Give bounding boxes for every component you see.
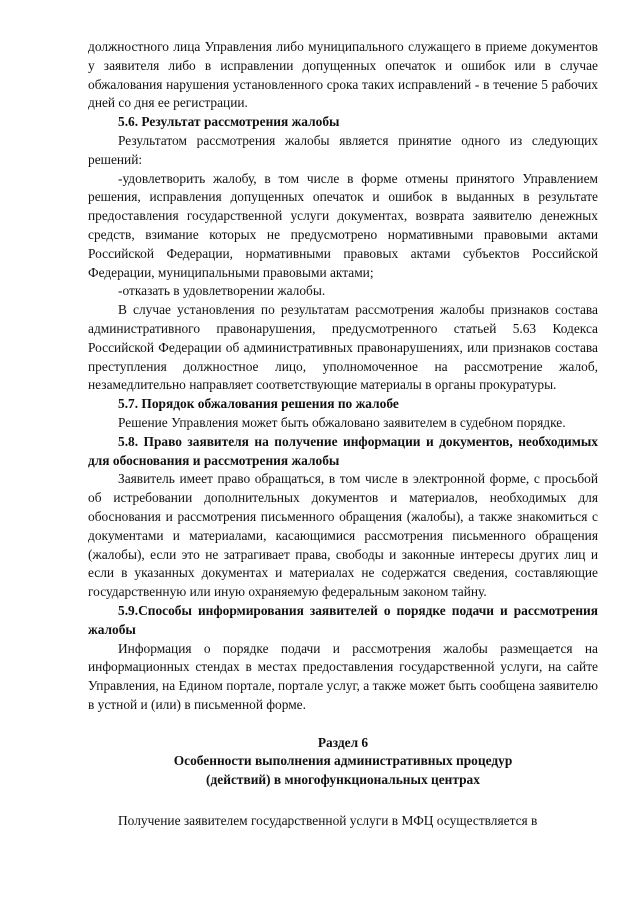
paragraph-5-7: Решение Управления может быть обжаловано заявителем в судебном порядке. <box>118 414 566 430</box>
section-title-line-1: Особенности выполнения административных процедур <box>173 753 513 769</box>
paragraph-5-6-refuse: -отказать в удовлетворении жалобы. <box>118 283 326 299</box>
heading-5-7: 5.7. Порядок обжалования решения по жалобе <box>118 396 399 412</box>
paragraph-5-6-satisfy: -удовлетворить жалобу, в том числе в форме отмены принятого Управлением решения, исправления допущенных опечаток и ошибок в выданных в результате предоставления государственной услуги документах, возврата заявителю денежных средств, взимание которых не предусмотрено нормативными правовыми актами Российской Федерации, нормативными правовых актами субъектов Российской Федерации, муниципальными правовыми актами; <box>88 170 598 280</box>
paragraph-5-6-violation: В случае установления по результатам рассмотрения жалобы признаков состава административного правонарушения, предусмотренного статьей 5.63 Кодекса Российской Федерации об административных правонарушениях, или признаков состава преступления должностное лицо, уполномоченное на рассмотрение жалоб, незамедлительно направляет соответствующие материалы в органы прокуратуры. <box>88 302 598 393</box>
spacer <box>88 715 598 734</box>
paragraph-5-6-intro: Результатом рассмотрения жалобы является принятие одного из следующих решений: <box>88 132 598 167</box>
spacer <box>88 790 598 812</box>
heading-5-8: 5.8. Право заявителя на получение информации и документов, необходимых для обоснования и рассмотрения жалобы <box>88 433 598 468</box>
section-title-line-2: (действий) в многофункциональных центрах <box>206 772 480 788</box>
paragraph-5-8: Заявитель имеет право обращаться, в том числе в электронной форме, с просьбой об истребовании дополнительных документов и материалов, необходимых для обоснования и рассмотрения письменного обращения (жалобы), а также знакомиться с документами и материалами, касающимися рассмотрения письменного обращения (жалобы), если это не затрагивает права, свободы и законные интересы других лиц и если в указанных документах и материалах не содержатся сведения, составляющие государственную или иную охраняемую федеральным законом тайну. <box>88 471 598 600</box>
section-label: Раздел 6 <box>317 734 369 750</box>
paragraph-5-9: Информация о порядке подачи и рассмотрения жалобы размещается на информационных стендах в местах предоставления государственной услуги, на сайте Управления, на Едином портале, портале услуг, а также может быть сообщена заявителю в устной и (или) в письменной форме. <box>88 640 598 712</box>
paragraph-continuation: должностного лица Управления либо муниципального служащего в приеме документов у заявителя либо в исправлении допущенных опечаток и ошибок или в случае обжалования нарушения установленного срока таких исправлений - в течение 5 рабочих дней со дня ее регистрации. <box>88 39 598 111</box>
paragraph-6-intro: Получение заявителем государственной услуги в МФЦ осуществляется в <box>118 813 538 829</box>
heading-5-9: 5.9.Способы информирования заявителей о порядке подачи и рассмотрения жалобы <box>88 602 598 637</box>
heading-5-6: 5.6. Результат рассмотрения жалобы <box>118 114 340 130</box>
